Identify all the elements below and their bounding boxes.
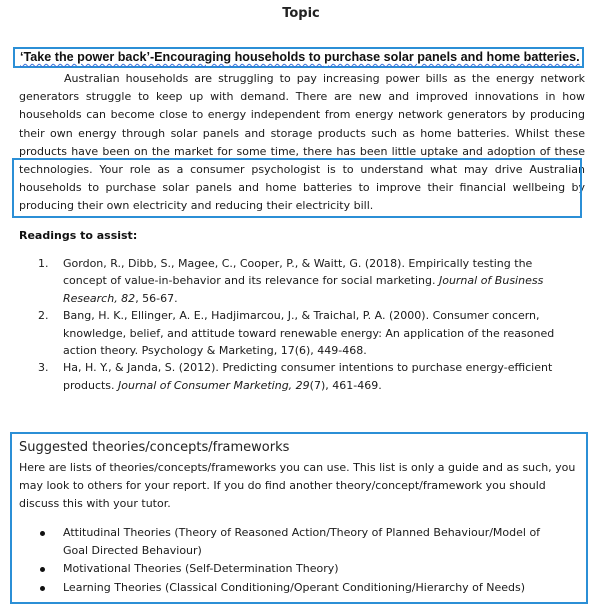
theory-text: Learning Theories (Classical Conditioning/Operant Conditioning/Hierarchy of Needs) xyxy=(63,580,526,594)
bullet-icon xyxy=(40,531,45,536)
list-item xyxy=(38,524,568,560)
list-item xyxy=(38,560,568,578)
reading-citation: Ha, H. Y., & Janda, S. (2012). Predicting consumer intentions to purchase energy-efficient products. xyxy=(63,361,553,392)
reading-item xyxy=(38,255,558,307)
reading-citation: Gordon, R., Dibb, S., Magee, C., Cooper, P., & Waitt, G. (2018). Empirically testing the concept of value-in-behavior and its relevance for social marketing. xyxy=(63,257,533,288)
list-item xyxy=(38,579,568,597)
bullet-icon xyxy=(40,567,45,572)
theories-intro: Here are lists of theories/concepts/frameworks you can use. This list is only a guide and as such, you may look to others for your report. If you do find another theory/concept/framework you should discuss this with your tutor. xyxy=(19,461,576,511)
theories-heading: Suggested theories/concepts/frameworks xyxy=(19,440,290,455)
theory-text: Motivational Theories (Self-Determination Theory) xyxy=(63,562,339,576)
reading-pages: , 56-67. xyxy=(135,291,178,305)
theories-list xyxy=(38,524,568,597)
reading-number: 3. xyxy=(38,361,49,375)
theory-text: Attitudinal Theories (Theory of Reasoned Action/Theory of Planned Behaviour/Model of Goal Directed Behaviour) xyxy=(63,526,541,558)
reading-number: 1. xyxy=(38,257,49,270)
reading-journal: Journal of Consumer Marketing, 29 xyxy=(118,378,310,392)
reading-pages: (7), 461-469. xyxy=(309,378,382,392)
reading-citation: Bang, H. K., Ellinger, A. E., Hadjimarcou, J., & Traichal, P. A. (2000). Consumer concern, knowledge, belief, and attitude toward renewable energy: An application of the reasoned action theory. Psychology & Marketing, 17(6), 449-468. xyxy=(63,309,555,358)
readings-list xyxy=(38,255,558,394)
reading-number: 2. xyxy=(38,309,49,323)
page-title: Topic xyxy=(282,6,320,21)
intro-paragraph: Australian households are struggling to pay increasing power bills as the energy network generators struggle to keep up with demand. There are new and improved innovations in how households can become close to energy independent from energy network generators by producing their own energy through solar panels and storage products such as home batteries. Whilst these products have been on the market for some time, there has been little uptake and adoption of these technologies. Your role as a consumer psychologist is to understand what may drive Australian households to purchase solar panels and home batteries to improve their financial wellbeing by producing their own electricity and reducing their electricity bill. xyxy=(19,72,585,213)
bullet-icon xyxy=(40,586,45,591)
reading-journal: Journal of Business Research, 82 xyxy=(63,274,544,305)
assignment-title: ‘Take the power back’-Encouraging households to purchase solar panels and home batteries. xyxy=(20,50,580,64)
readings-heading: Readings to assist: xyxy=(19,229,138,242)
reading-item xyxy=(38,307,558,359)
role-highlight-box xyxy=(12,158,582,218)
reading-item xyxy=(38,359,558,394)
